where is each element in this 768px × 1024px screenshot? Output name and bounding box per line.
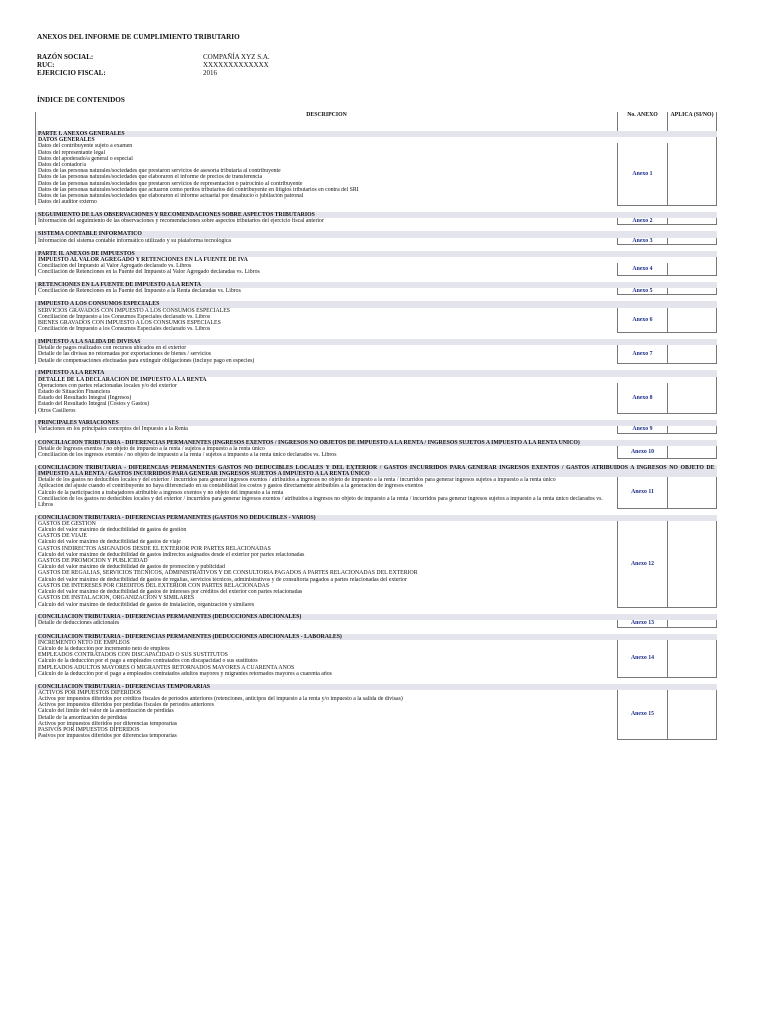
applies-cell bbox=[668, 263, 717, 275]
annex-number: Anexo 1 bbox=[618, 143, 668, 205]
row-description: EMPLEADOS CONTRATADOS CON DISCAPACIDAD O SUS SUSTITUTOS bbox=[36, 652, 618, 658]
row-description: Datos del contribuyente sujeto a examen bbox=[36, 143, 618, 149]
row-description: GASTOS DE PROMOCIÓN Y PUBLICIDAD bbox=[36, 558, 618, 564]
col-header-applies: APLICA (SI/NO) bbox=[668, 112, 717, 131]
section-title: PARTE II. ANEXOS DE IMPUESTOS bbox=[36, 251, 717, 257]
row-description: Cálculo de la deducción por incremento neto de empleos bbox=[36, 646, 618, 652]
row-description: Activos por impuestos diferidos por pérdidas fiscales de períodos anteriores bbox=[36, 702, 618, 708]
row-description: Estado de Situación Financiera bbox=[36, 389, 618, 395]
content-row bbox=[36, 218, 717, 225]
section-title: CONCILIACIÓN TRIBUTARIA - DIFERENCIAS PERMANENTES GASTOS NO DEDUCIBLES LOCALES Y DEL EXTERIOR / GASTOS INCURRIDOS PARA GENERAR INGRESOS EXENTOS / GASTOS ATRIBUIDOS A INGRESOS NO OBJETO DE IMPUESTO A LA RENTA / GASTOS INCURRIDOS PARA GENERAR INGRESOS SUJETOS A IMPUESTO A LA RENTA ÚNICO bbox=[36, 465, 717, 477]
applies-cell bbox=[668, 345, 717, 364]
company-name-value: COMPAÑÍA XYZ S.A. bbox=[203, 53, 270, 61]
row-description: GASTOS DE INSTALACIÓN, ORGANIZACIÓN Y SIMILARES bbox=[36, 595, 618, 601]
section-title: IMPUESTO A LOS CONSUMOS ESPECIALES bbox=[36, 301, 717, 307]
applies-cell bbox=[668, 446, 717, 458]
applies-cell bbox=[668, 218, 717, 225]
annex-number: Anexo 14 bbox=[618, 640, 668, 677]
row-description: Datos del auditor externo bbox=[36, 199, 618, 205]
content-row bbox=[36, 426, 717, 433]
applies-cell bbox=[668, 620, 717, 627]
row-description: Variaciones en los principales conceptos del Impuesto a la Renta bbox=[36, 426, 618, 433]
row-description: Cálculo de la participación a trabajadores atribuible a ingresos exentos y no objeto del impuesto a la renta bbox=[36, 490, 618, 496]
section-title: PRINCIPALES VARIACIONES bbox=[36, 420, 717, 426]
annex-index-table bbox=[35, 112, 717, 740]
content-row bbox=[36, 620, 717, 627]
section-title: CONCILIACIÓN TRIBUTARIA - DIFERENCIAS PERMANENTES (GASTOS NO DEDUCIBLES - VARIOS) bbox=[36, 515, 717, 521]
section-title: CONCILIACIÓN TRIBUTARIA - DIFERENCIAS PERMANENTES (INGRESOS EXENTOS / INGRESOS NO OBJETOS DE IMPUESTO A LA RENTA / INGRESOS SUJETOS A IMPUESTO A LA RENTA ÚNICO) bbox=[36, 440, 717, 446]
annex-number: Anexo 15 bbox=[618, 690, 668, 740]
applies-cell bbox=[668, 477, 717, 508]
section-title: CONCILIACIÓN TRIBUTARIA - DIFERENCIAS TEMPORARIAS bbox=[36, 684, 717, 690]
ruc-value: XXXXXXXXXXXXX bbox=[203, 61, 269, 69]
row-description: Detalle de las divisas no retornadas por exportaciones de bienes / servicios bbox=[36, 351, 618, 357]
applies-cell bbox=[668, 238, 717, 245]
row-description: Datos de las personas naturales/sociedades que actuaron como peritos tributarios del contribuyente en litigios tributarios en contra del SRI bbox=[36, 187, 618, 193]
document-title: ANEXOS DEL INFORME DE CUMPLIMIENTO TRIBUTARIO bbox=[37, 33, 240, 41]
col-header-annex: No. ANEXO bbox=[618, 112, 668, 131]
applies-cell bbox=[668, 288, 717, 295]
row-description: Conciliación de Retenciones en la Fuente del Impuesto a la Renta declaradas vs. Libros bbox=[36, 288, 618, 295]
row-description: Cálculo del valor máximo de deducibilidad de gastos de regalías, servicios técnicos, administrativos y de consultoría pagados a partes relacionadas del exterior bbox=[36, 577, 618, 583]
row-description: Conciliación de Retenciones en la Fuente del Impuesto al Valor Agregado declaradas vs. Libros bbox=[36, 269, 618, 275]
row-description: Cálculo de la deducción por el pago a empleados contratados adultos mayores y migrantes retornados mayores a cuarenta años bbox=[36, 671, 618, 677]
applies-cell bbox=[668, 690, 717, 740]
annex-number: Anexo 7 bbox=[618, 345, 668, 364]
row-description: GASTOS DE VIAJE bbox=[36, 533, 618, 539]
row-description: Conciliación de Impuesto a los Consumos Especiales declarado vs. Libros bbox=[36, 326, 618, 332]
row-description: GASTOS DE INTERESES POR CRÉDITOS DEL EXTERIOR CON PARTES RELACIONADAS bbox=[36, 583, 618, 589]
row-description: SERVICIOS GRAVADOS CON IMPUESTO A LOS CONSUMOS ESPECIALES bbox=[36, 308, 618, 314]
row-description: Detalle de la amortización de pérdidas bbox=[36, 715, 618, 721]
content-row bbox=[36, 238, 717, 245]
row-description: GASTOS INDIRECTOS ASIGNADOS DESDE EL EXTERIOR POR PARTES RELACIONADAS bbox=[36, 546, 618, 552]
section-title: CONCILIACIÓN TRIBUTARIA - DIFERENCIAS PERMANENTES (DEDUCCIONES ADICIONALES - LABORALES) bbox=[36, 634, 717, 640]
section-title: SEGUIMIENTO DE LAS OBSERVACIONES Y RECOMENDACIONES SOBRE ASPECTOS TRIBUTARIOS bbox=[36, 212, 717, 218]
row-description: Estado del Resultado Integral (Costos y Gastos) bbox=[36, 401, 618, 407]
company-name-label: RAZÓN SOCIAL: bbox=[37, 53, 94, 61]
annex-number: Anexo 10 bbox=[618, 446, 668, 458]
section-title: PARTE I. ANEXOS GENERALES bbox=[36, 131, 717, 137]
annex-number: Anexo 2 bbox=[618, 218, 668, 225]
row-description: PASIVOS POR IMPUESTOS DIFERIDOS bbox=[36, 727, 618, 733]
row-description: Cálculo del valor máximo de deducibilidad de gastos indirectos asignados desde el exterior por partes relacionadas bbox=[36, 552, 618, 558]
applies-cell bbox=[668, 640, 717, 677]
row-description: Conciliación del Impuesto al Valor Agregado declarado vs. Libros bbox=[36, 263, 618, 269]
annex-number: Anexo 8 bbox=[618, 383, 668, 414]
row-description: Cálculo de la deducción por el pago a empleados contratados con discapacidad o sus sustitutos bbox=[36, 658, 618, 664]
row-description: Otros Casilleros bbox=[36, 408, 618, 414]
row-description: ACTIVOS POR IMPUESTOS DIFERIDOS bbox=[36, 690, 618, 696]
applies-cell bbox=[668, 308, 717, 333]
row-description: INCREMENTO NETO DE EMPLEOS bbox=[36, 640, 618, 646]
table-header-row bbox=[36, 112, 717, 131]
row-description: Detalle de compensaciones efectuadas para extinguir obligaciones (incluye pago en especies) bbox=[36, 358, 618, 364]
section-title: SISTEMA CONTABLE INFORMÁTICO bbox=[36, 231, 717, 237]
applies-cell bbox=[668, 383, 717, 414]
subsection-title: DATOS GENERALES bbox=[36, 137, 717, 143]
applies-cell bbox=[668, 143, 717, 205]
index-title: ÍNDICE DE CONTENIDOS bbox=[37, 96, 125, 104]
row-description: Aplicación del ajuste cuando el contribuyente no haya diferenciado en su contabilidad los costos y gastos directamente atribuibles a la generación de ingresos exentos bbox=[36, 483, 618, 489]
row-description: Activos por impuestos diferidos por créditos fiscales de períodos anteriores (retenciones, anticipos del impuesto a la renta y/o impuesto a la salida de divisas) bbox=[36, 696, 618, 702]
content-row bbox=[36, 733, 717, 739]
row-description: Cálculo del valor máximo de deducibilidad de gastos de intereses por créditos del exterior con partes relacionadas bbox=[36, 589, 618, 595]
row-description: Activos por impuestos diferidos por diferencias temporarias bbox=[36, 721, 618, 727]
row-description: Cálculo del valor máximo de deducibilidad de gastos de viaje bbox=[36, 539, 618, 545]
section-row bbox=[36, 465, 717, 477]
row-description: EMPLEADOS ADULTOS MAYORES O MIGRANTES RETORNADOS MAYORES A CUARENTA AÑOS bbox=[36, 665, 618, 671]
section-title: IMPUESTO A LA SALIDA DE DIVISAS bbox=[36, 339, 717, 345]
row-description: GASTOS DE REGALÍAS, SERVICIOS TÉCNICOS, ADMINISTRATIVOS Y DE CONSULTORÍA PAGADOS A PARTES RELACIONADAS DEL EXTERIOR bbox=[36, 570, 618, 576]
row-description: BIENES GRAVADOS CON IMPUESTO A LOS CONSUMOS ESPECIALES bbox=[36, 320, 618, 326]
row-description: Cálculo del valor máximo de deducibilidad de gastos de gestión bbox=[36, 527, 618, 533]
annex-number: Anexo 6 bbox=[618, 308, 668, 333]
row-description: Cálculo del valor máximo de deducibilidad de gastos de instalación, organización y similares bbox=[36, 602, 618, 608]
annex-number: Anexo 5 bbox=[618, 288, 668, 295]
col-header-description: DESCRIPCIÓN bbox=[36, 112, 618, 131]
row-description: Cálculo del límite del valor de la amortización de pérdidas bbox=[36, 708, 618, 714]
annex-number: Anexo 4 bbox=[618, 263, 668, 275]
applies-cell bbox=[668, 426, 717, 433]
content-row bbox=[36, 496, 717, 508]
row-description: Información del sistema contable informático utilizado y su plataforma tecnológica bbox=[36, 238, 618, 245]
annex-number: Anexo 12 bbox=[618, 521, 668, 608]
row-description: Detalle de Ingresos exentos / no objeto de impuesto a la renta / sujetos a impuesto a la renta único bbox=[36, 446, 618, 452]
row-description: Estado del Resultado Integral (Ingresos) bbox=[36, 395, 618, 401]
ruc-label: RUC: bbox=[37, 61, 55, 69]
row-description: Detalle de deducciones adicionales bbox=[36, 620, 618, 627]
annex-number: Anexo 3 bbox=[618, 238, 668, 245]
row-description: Datos de las personas naturales/sociedades que prestaron servicios de asesoría tributaria al contribuyente bbox=[36, 168, 618, 174]
row-description: Conciliación de los gastos no deducibles locales y del exterior / incurridos para generar ingresos exentos / atribuidos a ingresos no objeto de impuesto a la renta / incurridos para generar ingresos sujetos a impuesto a la renta único declarados vs. Libros bbox=[36, 496, 618, 508]
subsection-title: DETALLE DE LA DECLARACIÓN DE IMPUESTO A LA RENTA bbox=[36, 377, 717, 383]
row-description: Pasivos por impuestos diferidos por diferencias temporarias bbox=[36, 733, 618, 739]
row-description: Datos de las personas naturales/sociedades que prestaron servicios de representación o patrocinio al contribuyente bbox=[36, 181, 618, 187]
row-description: Datos de las personas naturales/sociedades que elaboraron el informe de precios de transferencia bbox=[36, 174, 618, 180]
row-description: Detalle de los gastos no deducibles locales y del exterior / incurridos para generar ingresos exentos / atribuidos a ingresos no objeto de impuesto a la renta / incurridos para generar ingresos sujetos a impuesto a la renta único bbox=[36, 477, 618, 483]
row-description: Información del seguimiento de las observaciones y recomendaciones sobre aspectos tributarios del ejercicio fiscal anterior bbox=[36, 218, 618, 225]
content-row bbox=[36, 288, 717, 295]
row-description: Datos del contador/a bbox=[36, 162, 618, 168]
applies-cell bbox=[668, 521, 717, 608]
section-title: RETENCIONES EN LA FUENTE DE IMPUESTO A LA RENTA bbox=[36, 282, 717, 288]
row-description: Detalle de pagos realizados con recursos ubicados en el exterior bbox=[36, 345, 618, 351]
section-title: IMPUESTO A LA RENTA bbox=[36, 370, 717, 376]
fiscal-year-value: 2016 bbox=[203, 69, 217, 77]
row-description: Conciliación de Impuesto a los Consumos Especiales declarado vs. Libros bbox=[36, 314, 618, 320]
row-description: GASTOS DE GESTIÓN bbox=[36, 521, 618, 527]
row-description: Datos del representante legal bbox=[36, 150, 618, 156]
row-description: Datos de las personas naturales/sociedades que elaboraron el informe actuarial por desahucio o jubilación patronal bbox=[36, 193, 618, 199]
row-description: Datos del apoderado/a general o especial bbox=[36, 156, 618, 162]
section-title: CONCILIACIÓN TRIBUTARIA - DIFERENCIAS PERMANENTES (DEDUCCIONES ADICIONALES) bbox=[36, 614, 717, 620]
fiscal-year-label: EJERCICIO FISCAL: bbox=[37, 69, 106, 77]
annex-number: Anexo 13 bbox=[618, 620, 668, 627]
annex-number: Anexo 9 bbox=[618, 426, 668, 433]
row-description: Operaciones con partes relacionadas locales y/o del exterior bbox=[36, 383, 618, 389]
row-description: Conciliación de los ingresos exentos / no objeto de impuesto a la renta / sujetos a impuesto a la renta único declarados vs. Libros bbox=[36, 452, 618, 458]
subsection-title: IMPUESTO AL VALOR AGREGADO Y RETENCIONES EN LA FUENTE DE IVA bbox=[36, 257, 717, 263]
annex-number: Anexo 11 bbox=[618, 477, 668, 508]
row-description: Cálculo del valor máximo de deducibilidad de gastos de promoción y publicidad bbox=[36, 564, 618, 570]
